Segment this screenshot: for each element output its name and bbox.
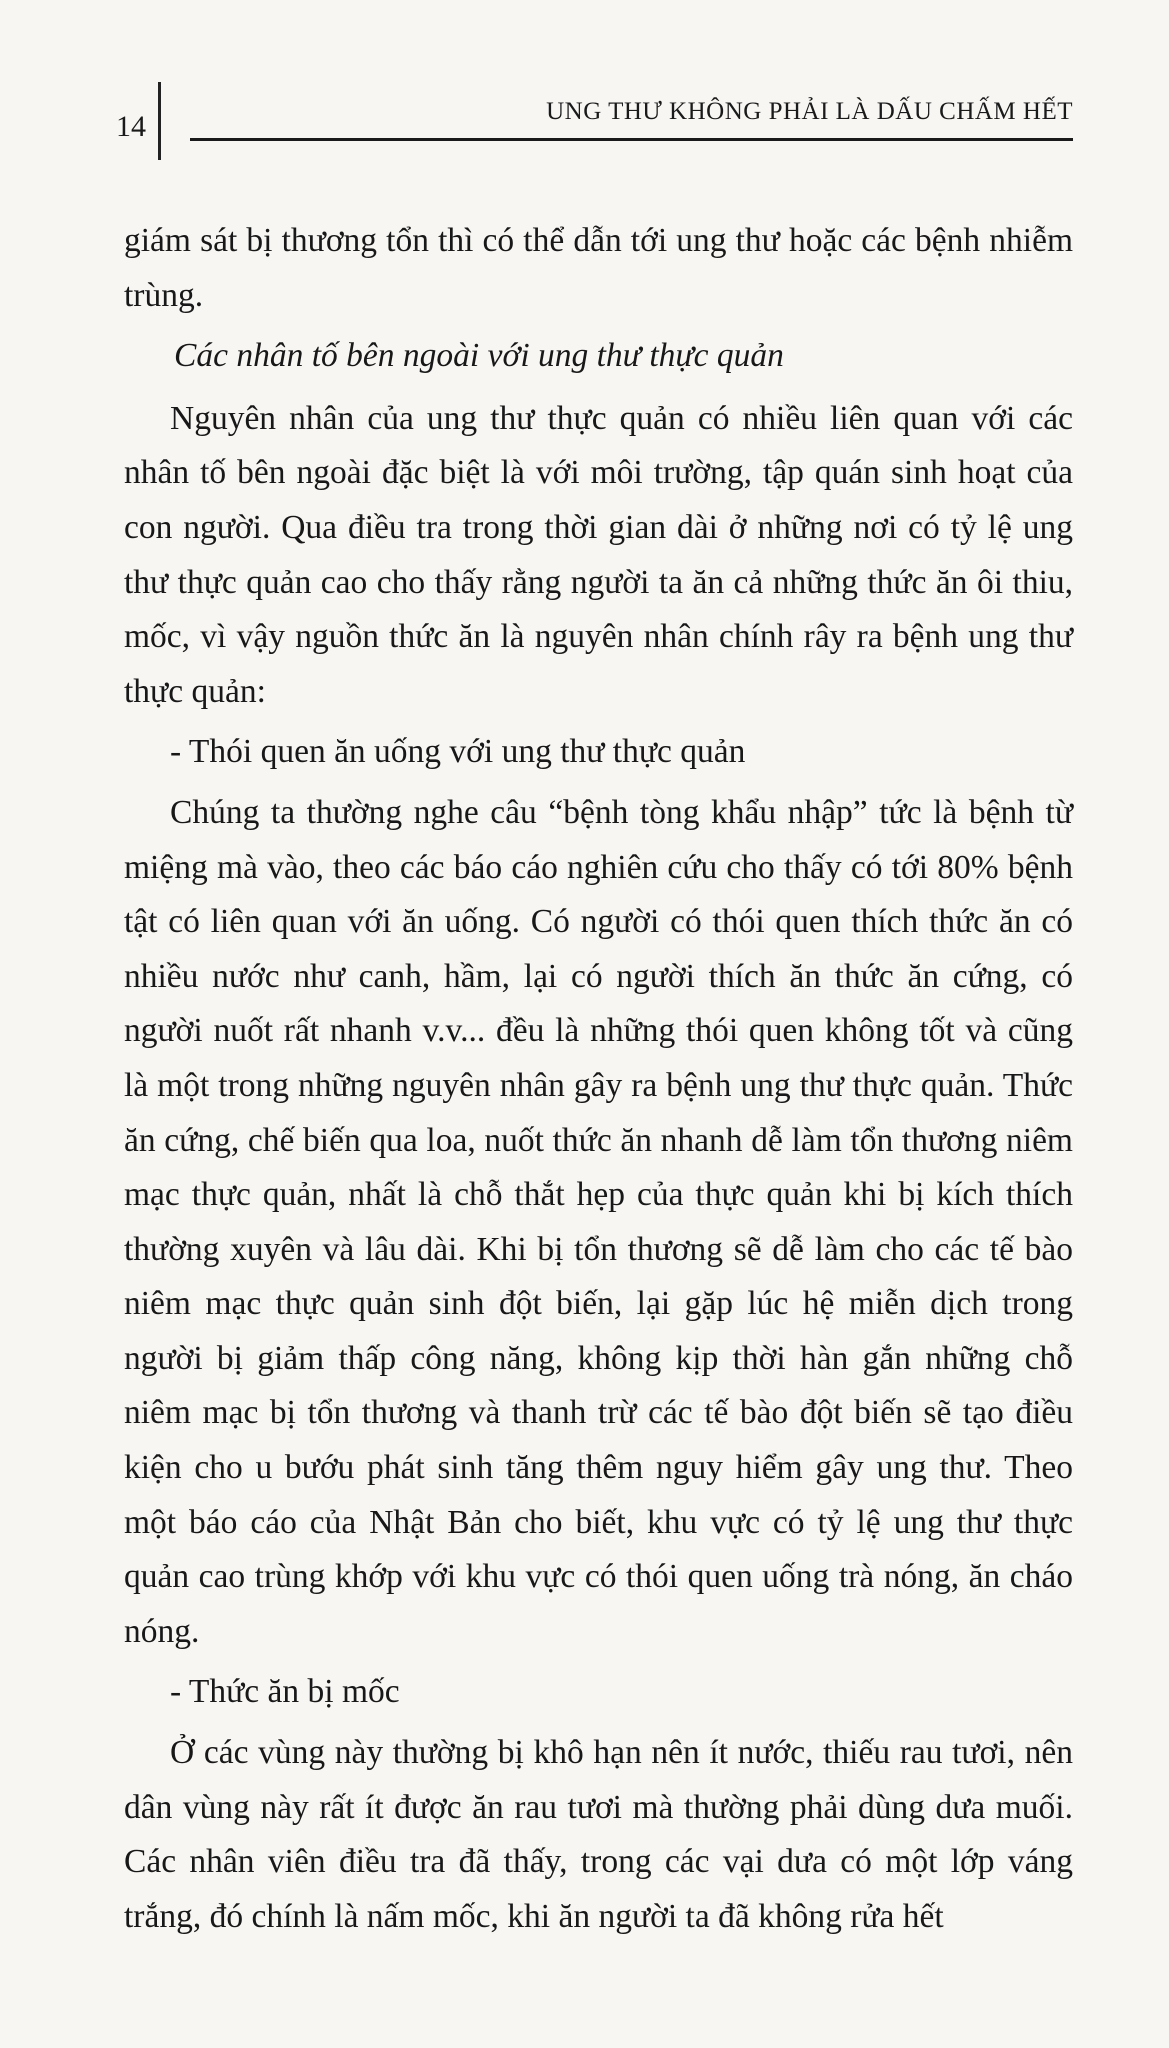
paragraph-cause: Nguyên nhân của ung thư thực quản có nhiều liên quan với các nhân tố bên ngoài đặc biệt là với môi trường, tập quán sinh hoạt của con người. Qua điều tra trong thời gian dài ở những nơi có tỷ lệ ung thư thực quản cao cho thấy rằng người ta ăn cả những thức ăn ôi thiu, mốc, vì vậy nguồn thức ăn là nguyên nhân chính rây ra bệnh ung thư thực quản: bbox=[124, 399, 1073, 710]
paragraph-eating-habits: Chúng ta thường nghe câu “bệnh tòng khẩu nhập” tức là bệnh từ miệng mà vào, theo các báo cáo nghiên cứu cho thấy có tới 80% bệnh tật có liên quan với ăn uống. Có người có thói quen thích thức ăn có nhiều nước như canh, hầm, lại có người thích ăn thức ăn cứng, có người nuốt rất nhanh v.v... đều là những thói quen không tốt và cũng là một trong những nguyên nhân gây ra bệnh ung thư thực quản. Thức ăn cứng, chế biến qua loa, nuốt thức ăn nhanh dễ làm tổn thương niêm mạc thực quản, nhất là chỗ thắt hẹp của thực quản khi bị kích thích thường xuyên và lâu dài. Khi bị tổn thương sẽ dễ làm cho các tế bào niêm mạc thực quản sinh đột biến, lại gặp lúc hệ miễn dịch trong người bị giảm thấp công năng, không kịp thời hàn gắn những chỗ niêm mạc bị tổn thương và thanh trừ các tế bào đột biến sẽ tạo điều kiện cho u bướu phát sinh tăng thêm nguy hiểm gây ung thư. Theo một báo cáo của Nhật Bản cho biết, khu vực có tỷ lệ ung thư thực quản cao trùng khớp với khu vực có thói quen uống trà nóng, ăn cháo nóng. bbox=[124, 793, 1073, 1650]
paragraph-intro: giám sát bị thương tổn thì có thể dẫn tới ung thư hoặc các bệnh nhiễm trùng. bbox=[124, 222, 1073, 314]
header-vertical-rule bbox=[158, 82, 161, 160]
section-heading: Các nhân tố bên ngoài với ung thư thực quản bbox=[174, 337, 784, 375]
bullet-eating-habits: - Thói quen ăn uống với ung thư thực quản bbox=[170, 733, 746, 771]
running-title: UNG THƯ KHÔNG PHẢI LÀ DẤU CHẤM HẾT bbox=[546, 98, 1073, 125]
body-text bbox=[124, 214, 1073, 1944]
page-number: 14 bbox=[116, 110, 146, 143]
bullet-moldy-food: - Thức ăn bị mốc bbox=[170, 1673, 400, 1711]
header-rule bbox=[190, 138, 1073, 141]
paragraph-moldy-food: Ở các vùng này thường bị khô hạn nên ít nước, thiếu rau tươi, nên dân vùng này rất ít được ăn rau tươi mà thường phải dùng dưa muối. Các nhân viên điều tra đã thấy, trong các vại dưa có một lớp váng trắng, đó chính là nấm mốc, khi ăn người ta đã không rửa hết bbox=[124, 1734, 1073, 1935]
